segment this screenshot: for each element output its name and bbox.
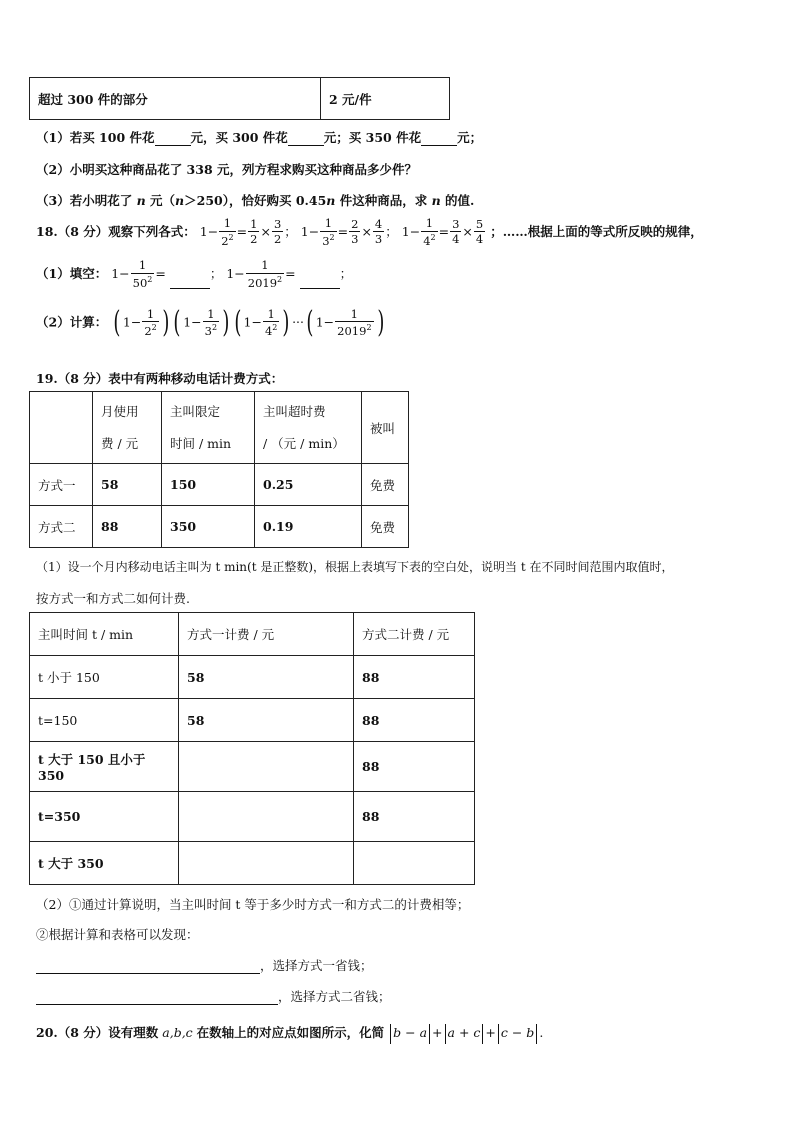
math-variables: a,b,c: [162, 1025, 193, 1040]
q20-line: [36, 1023, 543, 1044]
answer-blank[interactable]: [155, 131, 191, 146]
header-line: 时间 / min: [170, 435, 232, 451]
fraction: [203, 306, 219, 338]
numerator: 3: [273, 216, 282, 231]
table-cell: 超过 300 件的部分: [30, 78, 321, 120]
fraction: [131, 260, 155, 289]
q18-fill-line: [36, 260, 352, 289]
exponent: 2: [430, 232, 436, 242]
math-text: 1: [122, 314, 131, 330]
numerator: 1: [263, 309, 279, 323]
q19-heading: 19.（8 分）表中有两种移动电话计费方式：: [36, 371, 284, 386]
q18-heading: 18.（8 分）观察下列各式：: [36, 223, 196, 239]
variable-n: n: [175, 193, 185, 208]
math-text: ×: [462, 223, 473, 239]
table-row: [30, 78, 450, 120]
table-cell[interactable]: [179, 742, 354, 792]
math-text: ×: [260, 223, 271, 239]
q18-calc-label: （2）计算：: [36, 314, 108, 330]
equation-2: [300, 216, 402, 248]
exponent: 2: [147, 274, 153, 284]
table-header-row: [30, 613, 475, 656]
billing-fill-table: [29, 612, 475, 885]
numerator: 3: [452, 216, 460, 231]
table-cell: 0.19: [255, 506, 362, 548]
table-cell: 88: [354, 699, 475, 742]
table-cell: t 大于 350: [30, 842, 179, 885]
table-header-row: [30, 392, 409, 464]
fraction: [246, 260, 284, 289]
fraction: [263, 306, 279, 338]
math-text: 1: [111, 265, 120, 281]
answer-blank[interactable]: [36, 959, 260, 974]
header-line: 费 / 元: [101, 435, 139, 451]
base: 4: [423, 233, 431, 248]
table-cell: 88: [354, 792, 475, 842]
q20-heading: 20.（8 分）设有理数: [36, 1025, 159, 1040]
fraction: [450, 216, 461, 247]
denominator: 2: [273, 232, 282, 247]
left-paren: (: [113, 305, 121, 340]
fraction: [421, 218, 437, 247]
base: 2: [144, 323, 152, 338]
q17-part3-text: ＞250），恰好购买 0.45: [184, 193, 327, 208]
abs-bar: [536, 1024, 537, 1044]
math-text: 1: [300, 223, 309, 239]
math-text: =: [236, 223, 248, 239]
denominator: [246, 274, 284, 289]
exponent: 2: [366, 323, 372, 333]
math-text: −: [207, 223, 219, 239]
q19-part2-line4: [36, 987, 391, 1005]
q18-heading-line: [36, 218, 703, 247]
table-row: [30, 742, 475, 792]
q18-tail-text: ；……根据上面的等式所反映的规律，: [490, 223, 703, 239]
q17-part3-text: （3）若小明花了: [36, 193, 133, 208]
math-text: ×: [361, 223, 372, 239]
table-cell: t 小于 150: [30, 656, 179, 699]
table-row: [30, 464, 409, 506]
math-text: 1: [243, 314, 252, 330]
math-text: ；: [209, 265, 223, 281]
answer-blank[interactable]: [288, 131, 324, 146]
denominator: [263, 322, 279, 337]
table-cell: 免费: [362, 464, 409, 506]
math-text: 1: [183, 314, 192, 330]
q17-part1-text: 元；买 350 件花: [323, 130, 422, 145]
table-header-cell: 主叫时间 t / min: [30, 613, 179, 656]
table-cell: t=350: [30, 792, 179, 842]
denominator: [142, 322, 158, 337]
table-header-cell: [162, 392, 255, 464]
table-header-cell: 方式二计费 / 元: [354, 613, 475, 656]
math-text: −: [119, 265, 130, 281]
header-line: 主叫限定: [170, 403, 221, 419]
q19-part1-line1: （1）设一个月内移动电话主叫为 t min(t 是正整数)，根据上表填写下表的空白处，说明当 t 在不同时间范围内取值时，: [36, 560, 674, 574]
math-text: −: [323, 314, 335, 330]
q17-part2: （2）小明买这种商品花了 338 元，列方程求购买这种商品多少件？: [36, 162, 417, 177]
base: 2: [221, 233, 229, 248]
math-text: +: [485, 1025, 496, 1040]
table-row: [30, 699, 475, 742]
q19-part2-line3: [36, 956, 373, 974]
q17-part3-text: 的值.: [445, 193, 475, 208]
table-cell[interactable]: [354, 842, 475, 885]
math-text: ；: [339, 265, 353, 281]
table-cell: 88: [354, 656, 475, 699]
math-text: −: [234, 265, 245, 281]
math-text: 1: [199, 223, 208, 239]
q18-calc-line: [36, 305, 386, 340]
fraction: [320, 218, 336, 247]
left-paren: (: [234, 305, 242, 340]
answer-blank[interactable]: [170, 274, 210, 289]
math-text: −: [308, 223, 320, 239]
table-cell: 58: [93, 464, 162, 506]
ellipsis: ···: [292, 314, 304, 330]
math-text: −: [191, 314, 202, 330]
math-text: 1: [315, 314, 324, 330]
table-cell: 0.25: [255, 464, 362, 506]
q17-part1-text: （1）若买 100 件花: [36, 130, 155, 145]
denominator: [320, 232, 336, 247]
equation-1: [199, 216, 301, 248]
denominator: [131, 274, 155, 289]
table-header-cell: [362, 392, 409, 464]
fraction: [474, 216, 485, 247]
numerator: 1: [320, 218, 336, 232]
denominator: [421, 232, 437, 247]
fraction: [349, 216, 360, 247]
table-cell[interactable]: [179, 792, 354, 842]
numerator: 1: [203, 309, 219, 323]
base: 2019: [247, 275, 278, 290]
table-header-cell: [255, 392, 362, 464]
fraction: [248, 216, 259, 247]
right-paren: ): [222, 305, 230, 340]
math-expression: c − b: [500, 1025, 535, 1040]
math-expression: b − a: [393, 1025, 428, 1040]
fraction: [272, 216, 283, 247]
price-table: [29, 77, 450, 120]
right-paren: ): [162, 305, 170, 340]
table-header-cell: 方式一计费 / 元: [179, 613, 354, 656]
base: 50: [132, 275, 148, 290]
q17-part3-text: 件这种商品，求: [339, 193, 428, 208]
table-cell: t=150: [30, 699, 179, 742]
table-row: [30, 656, 475, 699]
right-paren: ): [376, 305, 384, 340]
fraction: [335, 306, 373, 338]
math-text: 1: [401, 223, 410, 239]
q18-fill-label: （1）填空：: [36, 265, 108, 281]
billing-methods-table: [29, 391, 409, 548]
table-cell: 150: [162, 464, 255, 506]
numerator: 1: [335, 309, 373, 323]
q17-part3-text: 元（: [150, 193, 176, 208]
numerator: 5: [475, 216, 484, 231]
q17-part1-text: 元，买 300 件花: [190, 130, 288, 145]
denominator: 3: [351, 232, 359, 247]
numerator: 2: [351, 216, 359, 231]
abs-bar: [482, 1024, 483, 1044]
fraction: [373, 216, 384, 247]
abs-bar: [390, 1024, 391, 1044]
table-cell: 88: [93, 506, 162, 548]
left-paren: (: [173, 305, 181, 340]
table-cell: 方式二: [30, 506, 93, 548]
q19-part1-line2: 按方式一和方式二如何计费.: [36, 591, 190, 606]
denominator: 4: [452, 232, 460, 247]
header-line: 月使用: [101, 403, 139, 419]
exponent: 2: [211, 323, 218, 333]
table-cell: 58: [179, 656, 354, 699]
base: 3: [322, 233, 330, 248]
header-line: 主叫超时费: [263, 403, 326, 419]
math-text: .: [539, 1025, 544, 1040]
math-text: =: [337, 223, 349, 239]
math-text: =: [155, 265, 166, 281]
base: 2019: [337, 323, 367, 338]
q19-part2-line2: ②根据计算和表格可以发现：: [36, 927, 199, 942]
q17-part1: [36, 128, 482, 146]
right-paren: ): [282, 305, 290, 340]
table-row: [30, 506, 409, 548]
math-text: −: [251, 314, 262, 330]
table-row: [30, 792, 475, 842]
fraction: [142, 306, 158, 338]
table-header-cell: [93, 392, 162, 464]
numerator: 1: [142, 309, 158, 323]
table-cell: 方式一: [30, 464, 93, 506]
exponent: 2: [228, 232, 234, 242]
header-line: 被叫: [370, 420, 396, 436]
base: 4: [264, 323, 273, 338]
math-text: +: [432, 1025, 443, 1040]
answer-blank[interactable]: [421, 131, 457, 146]
denominator: [335, 322, 373, 337]
table-cell: t 大于 150 且小于 350: [30, 742, 179, 792]
numerator: 1: [246, 260, 284, 274]
base: 3: [204, 323, 212, 338]
math-text: =: [438, 223, 450, 239]
table-header-cell: [30, 392, 93, 464]
q19-part2-line1: （2）①通过计算说明，当主叫时间 t 等于多少时方式一和方式二的计费相等；: [36, 897, 470, 912]
math-text: ；: [385, 223, 398, 239]
math-text: 1: [226, 265, 235, 281]
table-cell: 350: [162, 506, 255, 548]
q17-part1-text: 元；: [457, 130, 483, 145]
denominator: 3: [374, 232, 383, 247]
abs-bar: [429, 1024, 430, 1044]
exponent: 2: [272, 323, 278, 333]
table-row: [30, 842, 475, 885]
table-cell: 2 元/件: [321, 78, 450, 120]
math-text: ；: [284, 223, 297, 239]
denominator: 4: [475, 232, 484, 247]
abs-bar: [445, 1024, 446, 1044]
variable-n: n: [431, 193, 441, 208]
variable-n: n: [136, 193, 146, 208]
exponent: 2: [277, 274, 283, 284]
abs-bar: [498, 1024, 499, 1044]
answer-blank[interactable]: [36, 990, 278, 1005]
denominator: [203, 322, 219, 337]
table-cell[interactable]: [179, 842, 354, 885]
denominator: [219, 232, 235, 247]
table-cell: 免费: [362, 506, 409, 548]
numerator: 1: [219, 218, 235, 232]
variable-n: n: [326, 193, 336, 208]
numerator: 1: [421, 218, 437, 232]
exponent: 2: [329, 232, 335, 242]
q19-part2-text: ，选择方式一省钱；: [260, 958, 373, 973]
numerator: 4: [374, 216, 383, 231]
math-text: −: [130, 314, 142, 330]
q19-part2-text: ，选择方式二省钱；: [278, 989, 391, 1004]
numerator: 1: [250, 216, 258, 231]
equation-3: [401, 216, 490, 248]
numerator: 1: [131, 260, 155, 274]
math-text: =: [285, 265, 296, 281]
header-line: / （元 / min）: [263, 435, 345, 451]
fraction: [219, 218, 235, 247]
math-text: −: [409, 223, 421, 239]
math-expression: a + c: [447, 1025, 481, 1040]
exponent: 2: [151, 323, 157, 333]
table-cell: 88: [354, 742, 475, 792]
q20-text: 在数轴上的对应点如图所示，化简: [196, 1025, 385, 1040]
denominator: 2: [250, 232, 258, 247]
table-cell: 58: [179, 699, 354, 742]
q17-part3: [36, 191, 474, 209]
answer-blank[interactable]: [300, 274, 340, 289]
left-paren: (: [306, 305, 314, 340]
